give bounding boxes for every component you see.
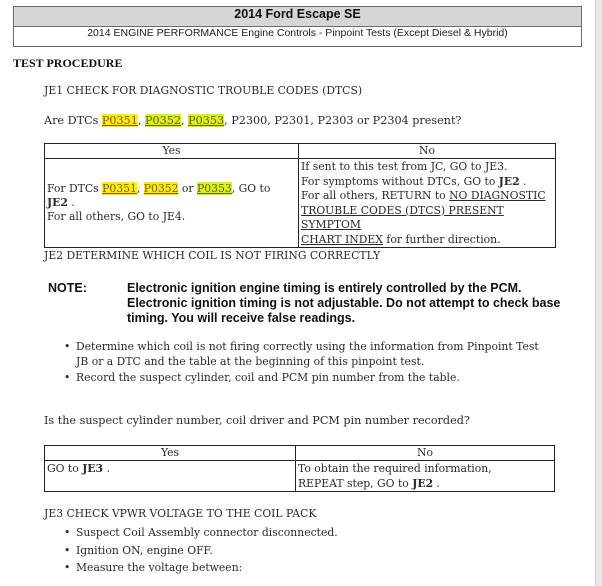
je3-bullet-list <box>62 526 552 576</box>
bullet-icon: • <box>64 340 71 353</box>
dtc-link-p0351[interactable]: P0351 <box>102 182 137 195</box>
vertical-scrollbar[interactable] <box>595 0 602 586</box>
je3-heading: JE3 CHECK VPWR VOLTAGE TO THE COIL PACK <box>44 507 317 520</box>
step-link-je2[interactable]: JE2 <box>412 476 434 490</box>
list-item <box>62 526 552 541</box>
cell-text: . <box>67 196 75 209</box>
symptom-chart-link[interactable]: NO DIAGNOSTIC <box>449 189 546 202</box>
yes-column-header: Yes <box>45 446 296 461</box>
dtc-link-p0352[interactable]: P0352 <box>143 182 179 195</box>
list-item-text: Ignition ON, engine OFF. <box>76 543 213 557</box>
step-link-je2[interactable]: JE2 <box>498 174 520 188</box>
separator: , <box>136 182 144 195</box>
no-column-header: No <box>296 446 555 461</box>
list-item-text: Determine which coil is not firing correctly using the information from Pinpoint Test JB or a DTC and the table at the beginning of this pinpoint test. <box>76 340 539 368</box>
note-label: NOTE: <box>48 281 87 295</box>
je2-bullet-list <box>62 340 552 386</box>
document-header <box>13 6 582 47</box>
je1-heading: JE1 CHECK FOR DIAGNOSTIC TROUBLE CODES (DTCS) <box>44 84 363 97</box>
je1-yes-cell <box>45 159 299 248</box>
vehicle-title: 2014 Ford Escape SE <box>14 7 581 27</box>
cell-text: For DTCs <box>47 182 103 195</box>
cell-text: To obtain the required information, <box>298 462 492 475</box>
note-text: Electronic ignition engine timing is entirely controlled by the PCM. Electronic ignition timing is not adjustable. Do not attempt to check base timing. You will receive false readings. <box>127 281 561 325</box>
dtc-link-p0353[interactable]: P0353 <box>188 114 225 127</box>
je2-question: Is the suspect cylinder number, coil driver and PCM pin number recorded? <box>44 414 470 427</box>
list-item <box>62 561 552 576</box>
je1-no-cell <box>299 159 556 248</box>
list-item <box>62 340 552 369</box>
cell-text: for further direction. <box>382 232 501 246</box>
separator: or <box>178 182 197 195</box>
no-column-header: No <box>299 144 556 159</box>
cell-text: REPEAT step, GO to <box>298 476 413 490</box>
cell-text: If sent to this test from JC, GO to JE3. <box>301 160 508 173</box>
question-text: , P2300, P2301, P2303 or P2304 present? <box>224 114 462 127</box>
symptom-chart-link[interactable]: CHART INDEX <box>301 232 383 246</box>
document-subtitle: 2014 ENGINE PERFORMANCE Engine Controls - Pinpoint Tests (Except Diesel & Hybrid) <box>87 27 508 39</box>
list-item <box>62 544 552 559</box>
je2-heading: JE2 DETERMINE WHICH COIL IS NOT FIRING CORRECTLY <box>44 249 381 262</box>
je2-yes-cell <box>45 461 296 492</box>
cell-text: For symptoms without DTCs, GO to <box>301 174 499 188</box>
je2-result-table <box>44 445 555 492</box>
bullet-icon: • <box>64 543 71 557</box>
cell-text: . <box>103 462 110 475</box>
list-item-text: Measure the voltage between: <box>76 561 243 574</box>
list-item <box>62 371 552 386</box>
symptom-chart-link[interactable]: TROUBLE CODES (DTCS) PRESENT SYMPTOM <box>301 203 504 231</box>
yes-column-header: Yes <box>45 144 299 159</box>
dtc-link-p0351[interactable]: P0351 <box>101 114 138 127</box>
separator: , <box>137 114 146 127</box>
je2-no-cell <box>296 461 555 492</box>
bullet-icon: • <box>64 526 71 539</box>
list-item-text: Suspect Coil Assembly connector disconnected. <box>76 526 338 539</box>
bullet-icon: • <box>64 371 71 384</box>
dtc-link-p0353[interactable]: P0353 <box>197 182 232 195</box>
cell-text: GO to <box>47 462 83 475</box>
cell-text: . <box>433 476 440 490</box>
step-link-je3[interactable]: JE3 <box>82 462 104 475</box>
separator: , <box>181 114 189 127</box>
dtc-link-p0352[interactable]: P0352 <box>145 114 182 127</box>
step-link-je2[interactable]: JE2 <box>47 196 68 209</box>
je1-question <box>44 114 461 127</box>
cell-text: For all others, GO to JE4. <box>47 210 186 223</box>
cell-text: For all others, RETURN to <box>301 189 450 202</box>
section-title: TEST PROCEDURE <box>13 56 123 70</box>
bullet-icon: • <box>64 561 71 574</box>
je1-result-table <box>44 143 556 248</box>
cell-text: . <box>519 174 527 188</box>
cell-text: , GO to <box>231 182 271 195</box>
list-item-text: Record the suspect cylinder, coil and PCM pin number from the table. <box>76 371 460 384</box>
question-text: Are DTCs <box>44 114 102 127</box>
